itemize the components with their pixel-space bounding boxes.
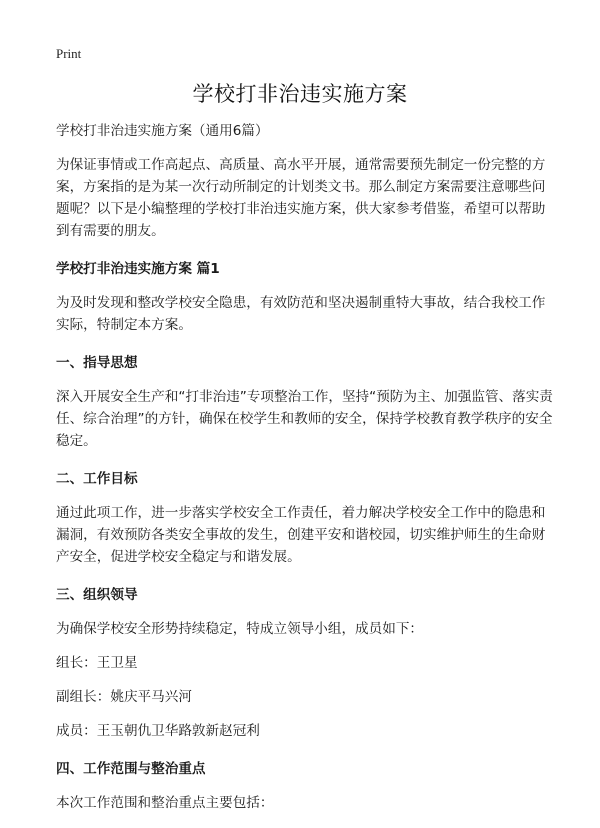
page-title: 学校打非治违实施方案 [192,82,408,106]
article-intro-paragraph: 为及时发现和整改学校安全隐患，有效防范和坚决遏制重特大事故，结合我校工作实际，特制定本方案。 [56,295,546,333]
section-heading-organization: 三、组织领导 [56,587,138,603]
article-heading: 学校打非治违实施方案 篇1 [56,261,220,277]
document-body [56,120,556,814]
section-body-organization: 为确保学校安全形势持续稳定，特成立领导小组，成员如下： [56,621,424,637]
section-heading-work-goals: 二、工作目标 [56,471,138,487]
intro-paragraph: 为保证事情或工作高起点、高质量、高水平开展，通常需要预先制定一份完整的方案，方案指的是为某一次行动所制定的计划类文书。那么制定方案需要注意哪些问题呢？以下是小编整理的学校打非治违实施方案，供大家参考借鉴，希望可以帮助到有需要的朋友。 [56,157,546,239]
section-heading-scope: 四、工作范围与整治重点 [56,761,206,777]
section-body-scope: 本次工作范围和整治重点主要包括： [56,795,274,811]
print-link[interactable]: Print [56,46,82,61]
deputy-leader-line: 副组长：姚庆平马兴河 [56,689,192,705]
section-body-guiding-ideology: 深入开展安全生产和“打非治违”专项整治工作，坚持“预防为主、加强监管、落实责任、综合治理”的方针，确保在校学生和教师的安全，保持学校教育教学秩序的安全稳定。 [56,389,553,449]
leader-line: 组长：王卫星 [56,655,138,671]
section-heading-guiding-ideology: 一、指导思想 [56,355,138,371]
section-body-work-goals: 通过此项工作，进一步落实学校安全工作责任，着力解决学校安全工作中的隐患和漏洞，有效预防各类安全事故的发生，创建平安和谐校园，切实维护师生的生命财产安全，促进学校安全稳定与和谐发展。 [56,505,546,565]
document-subtitle: 学校打非治违实施方案（通用6篇） [56,123,269,139]
members-line: 成员：王玉朝仇卫华路敦新赵冠利 [56,723,260,739]
